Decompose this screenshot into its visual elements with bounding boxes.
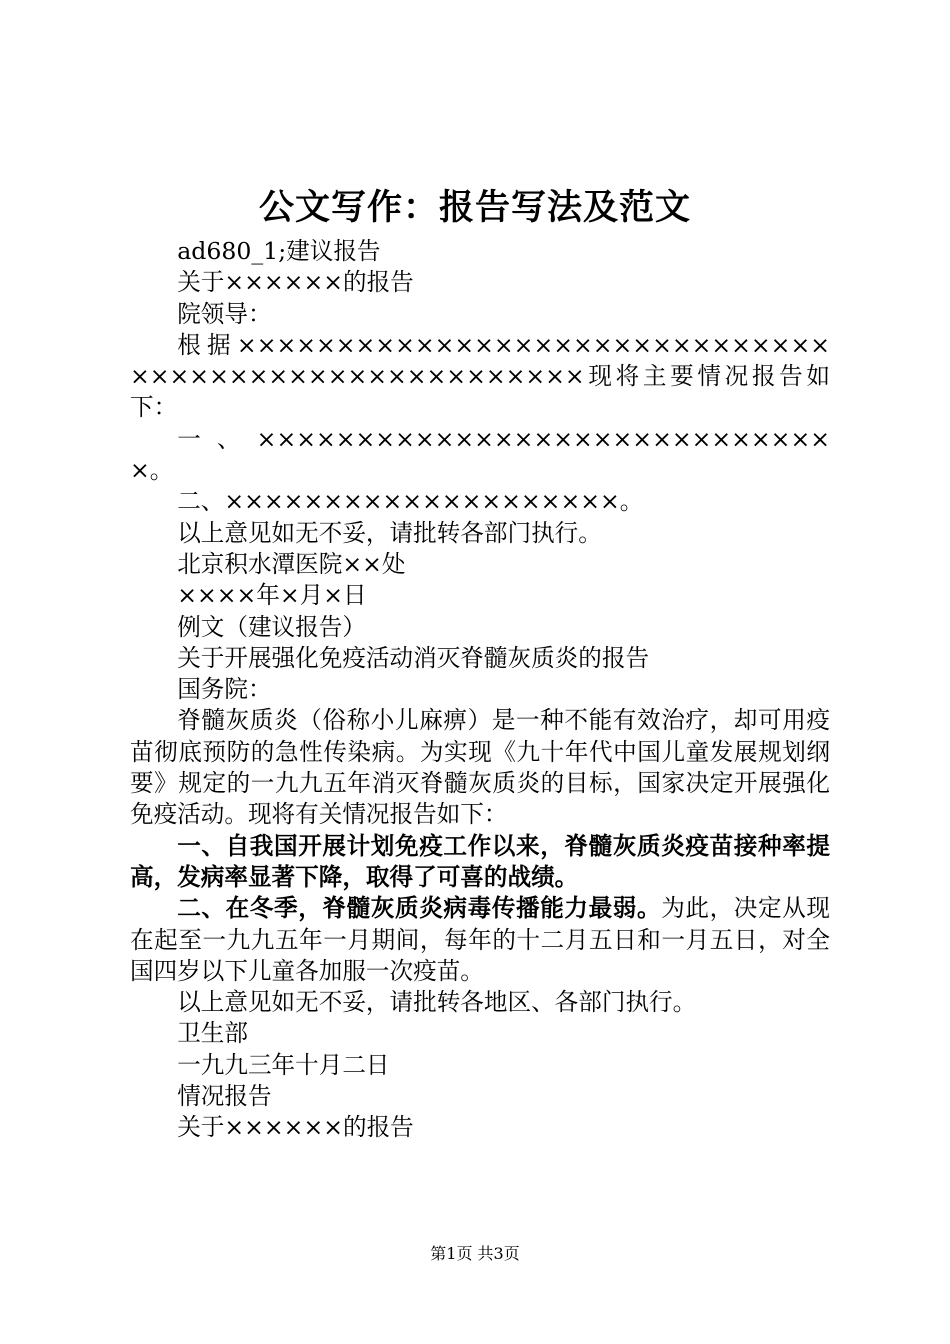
paragraph-9: ××××年×月×日 xyxy=(177,581,367,610)
paragraph-19: 情况报告 xyxy=(177,1082,272,1111)
document-body xyxy=(130,236,830,1144)
paragraph-13: 脊髓灰质炎（俗称小儿麻痹）是一种不能有效治疗，却可用疫苗彻底预防的急性传染病。为实现《九十年代中国儿童发展规划纲要》规定的一九九五年消灭脊髓灰质炎的目标，国家决定开展强化免疫活动。现将有关情况报告如下： xyxy=(130,706,830,829)
paragraph-18: 一九九三年十月二日 xyxy=(177,1050,390,1079)
paragraph-8: 北京积水潭医院××处 xyxy=(177,549,406,578)
paragraph-11: 关于开展强化免疫活动消灭脊髓灰质炎的报告 xyxy=(177,643,650,672)
paragraph-14: 一、自我国开展计划免疫工作以来，脊髓灰质炎疫苗接种率提高，发病率显著下降，取得了可喜的战绩。 xyxy=(130,831,830,891)
document-title: 公文写作：报告写法及范文 xyxy=(258,187,691,228)
paragraph-16: 以上意见如无不妥，请批转各地区、各部门执行。 xyxy=(177,988,697,1017)
paragraph-15-rest: 为此，决定从现在起至一九九五年一月期间，每年的十二月五日和一月五日，对全国四岁以下儿童各加服一次疫苗。 xyxy=(130,894,831,985)
paragraph-2: 关于××××××的报告 xyxy=(177,268,414,297)
paragraph-17: 卫生部 xyxy=(177,1019,248,1048)
paragraph-15-bold-lead: 二、在冬季，脊髓灰质炎病毒传播能力最弱。 xyxy=(177,894,662,923)
paragraph-10: 例文（建议报告） xyxy=(177,612,366,641)
paragraph-4: 根据×××××××××××××××××××××××××××××××××××××××××××××××××××××现将主要情况报告如下： xyxy=(130,330,830,422)
paragraph-20: 关于××××××的报告 xyxy=(177,1113,414,1142)
paragraph-1: ad680_1;建议报告 xyxy=(177,237,381,265)
page-footer: 第1页 共3页 xyxy=(430,1244,520,1263)
paragraph-12: 国务院： xyxy=(177,675,272,704)
paragraph-15 xyxy=(130,893,830,987)
paragraph-7: 以上意见如无不妥，请批转各部门执行。 xyxy=(177,518,602,547)
paragraph-3: 院领导： xyxy=(177,299,272,328)
paragraph-6: 二、××××××××××××××××××××。 xyxy=(177,487,644,516)
paragraph-5: 一、××××××××××××××××××××××××××××××。 xyxy=(130,424,830,485)
